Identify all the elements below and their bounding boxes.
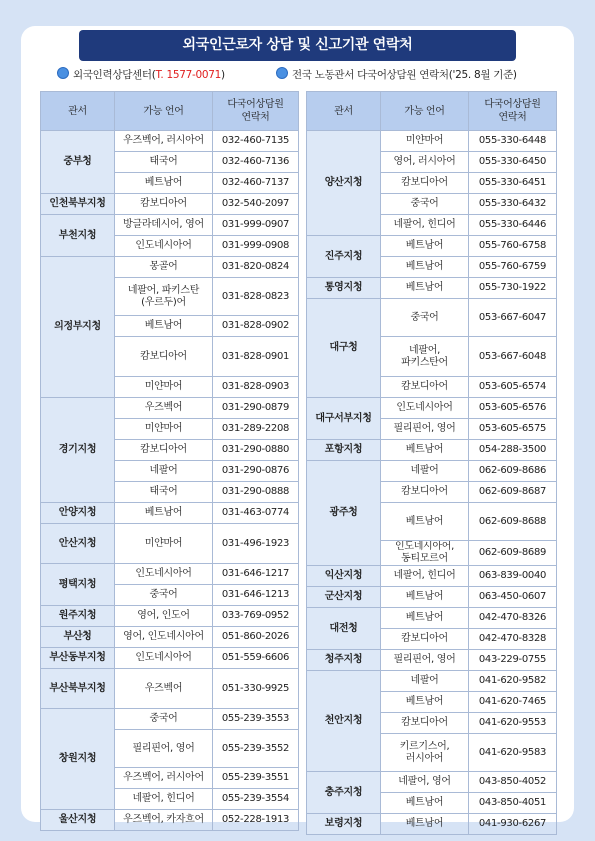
language-cell: 베트남어 [381, 692, 469, 713]
phone-number[interactable]: 055-730-1922 [469, 278, 557, 299]
language-cell: 미얀마어 [381, 131, 469, 152]
language-cell: 캄보디아어 [381, 713, 469, 734]
phone-number[interactable]: 031-289-2208 [213, 419, 299, 440]
language-cell: 인도네시아어 [115, 564, 213, 585]
language-cell: 캄보디아어 [115, 440, 213, 461]
phone-number[interactable]: 063-839-0040 [469, 566, 557, 587]
language-cell: 미얀마어 [115, 524, 213, 564]
phone-number[interactable]: 055-330-6432 [469, 194, 557, 215]
office-name: 양산지청 [307, 131, 381, 236]
table-row [41, 606, 299, 627]
language-cell: 베트남어 [381, 236, 469, 257]
phone-number[interactable]: 043-229-0755 [469, 650, 557, 671]
language-cell: 네팔어, 영어 [381, 772, 469, 793]
language-cell: 네팔어 [381, 671, 469, 692]
table-row [41, 503, 299, 524]
language-cell: 우즈벡어 [115, 669, 213, 709]
language-cell: 미얀마어 [115, 377, 213, 398]
blue-dot-icon [276, 67, 288, 79]
language-cell: 우즈벡어, 러시아어 [115, 131, 213, 152]
legend-left-text: 외국인력상담센터( [73, 69, 156, 81]
phone-number[interactable]: 031-828-0903 [213, 377, 299, 398]
language-cell: 태국어 [115, 152, 213, 173]
table-row [307, 461, 557, 482]
language-cell: 몽골어 [115, 257, 213, 278]
language-cell: 미얀마어 [115, 419, 213, 440]
phone-number[interactable]: 032-460-7135 [213, 131, 299, 152]
phone-number[interactable]: 031-463-0774 [213, 503, 299, 524]
language-cell: 베트남어 [381, 814, 469, 835]
phone-number[interactable]: 053-605-6575 [469, 419, 557, 440]
language-cell: 인도네시아어 [115, 236, 213, 257]
right-contact-table [306, 91, 557, 835]
phone-number[interactable]: 051-860-2026 [213, 627, 299, 648]
phone-number[interactable]: 031-646-1217 [213, 564, 299, 585]
office-name: 보령지청 [307, 814, 381, 835]
language-cell: 캄보디아어 [381, 482, 469, 503]
language-cell: 방글라데시어, 영어 [115, 215, 213, 236]
right-header-language: 가능 언어 [381, 92, 469, 131]
table-row [41, 810, 299, 831]
office-name: 통영지청 [307, 278, 381, 299]
table-row [41, 215, 299, 236]
phone-number[interactable]: 062-609-8687 [469, 482, 557, 503]
phone-number[interactable]: 055-330-6448 [469, 131, 557, 152]
language-cell: 태국어 [115, 482, 213, 503]
office-name: 익산지청 [307, 566, 381, 587]
language-cell: 인도네시아어, 동티모르어 [381, 541, 469, 566]
language-cell: 인도네시아어 [381, 398, 469, 419]
left-header-office: 관서 [41, 92, 115, 131]
language-cell: 베트남어 [381, 608, 469, 629]
phone-number[interactable]: 055-239-3554 [213, 789, 299, 810]
table-row [41, 131, 299, 152]
table-row [307, 131, 557, 152]
phone-number[interactable]: 041-620-9582 [469, 671, 557, 692]
legend-left-close: ) [221, 69, 225, 81]
office-name: 청주지청 [307, 650, 381, 671]
language-cell: 영어, 인도어 [115, 606, 213, 627]
phone-number[interactable]: 031-290-0888 [213, 482, 299, 503]
office-name: 군산지청 [307, 587, 381, 608]
language-cell: 필리핀어, 영어 [381, 419, 469, 440]
language-cell: 네팔어 [381, 461, 469, 482]
language-cell: 베트남어 [381, 440, 469, 461]
language-cell: 네팔어, 힌디어 [115, 789, 213, 810]
table-row [307, 772, 557, 793]
language-cell: 네팔어, 파키스탄어 [381, 337, 469, 377]
left-contact-table [40, 91, 299, 831]
office-name: 천안지청 [307, 671, 381, 772]
language-cell: 캄보디아어 [115, 194, 213, 215]
blue-dot-icon [57, 67, 69, 79]
table-row [41, 524, 299, 564]
phone-number[interactable]: 053-667-6047 [469, 299, 557, 337]
table-row [41, 669, 299, 709]
table-row [307, 650, 557, 671]
page-title: 외국인근로자 상담 및 신고기관 연락처 [79, 30, 516, 61]
table-row [307, 236, 557, 257]
table-row [41, 627, 299, 648]
language-cell: 중국어 [115, 709, 213, 730]
phone-number[interactable]: 032-460-7136 [213, 152, 299, 173]
phone-number[interactable]: 031-828-0823 [213, 278, 299, 316]
phone-number[interactable]: 055-760-6758 [469, 236, 557, 257]
table-row [307, 440, 557, 461]
office-name: 안산지청 [41, 524, 115, 564]
office-name: 부산청 [41, 627, 115, 648]
language-cell: 베트남어 [381, 587, 469, 608]
language-cell: 인도네시아어 [115, 648, 213, 669]
table-row [41, 194, 299, 215]
phone-number[interactable]: 041-620-9583 [469, 734, 557, 772]
phone-number[interactable]: 052-228-1913 [213, 810, 299, 831]
phone-number[interactable]: 055-330-6450 [469, 152, 557, 173]
table-row [307, 299, 557, 337]
phone-number[interactable]: 055-239-3552 [213, 730, 299, 768]
phone-number[interactable]: 041-930-6267 [469, 814, 557, 835]
table-row [307, 587, 557, 608]
phone-number[interactable]: 053-605-6576 [469, 398, 557, 419]
language-cell: 베트남어 [115, 173, 213, 194]
language-cell: 영어, 인도네시아어 [115, 627, 213, 648]
table-row [41, 648, 299, 669]
phone-number[interactable]: 031-290-0879 [213, 398, 299, 419]
phone-number[interactable]: 055-330-6451 [469, 173, 557, 194]
table-row [307, 608, 557, 629]
language-cell: 네팔어, 파키스탄 (우르두)어 [115, 278, 213, 316]
language-cell: 영어, 러시아어 [381, 152, 469, 173]
phone-number[interactable]: 054-288-3500 [469, 440, 557, 461]
phone-number[interactable]: 042-470-8328 [469, 629, 557, 650]
legend-right-text: 전국 노동관서 다국어상담원 연락처('25. 8월 기준) [292, 69, 517, 81]
language-cell: 우즈벡어 [115, 398, 213, 419]
office-name: 포항지청 [307, 440, 381, 461]
hotline-number[interactable]: T. 1577-0071 [155, 69, 222, 81]
table-row [307, 814, 557, 835]
office-name: 안양지청 [41, 503, 115, 524]
office-name: 광주청 [307, 461, 381, 566]
table-row [307, 278, 557, 299]
phone-number[interactable]: 055-239-3553 [213, 709, 299, 730]
office-name: 대구청 [307, 299, 381, 398]
language-cell: 베트남어 [381, 793, 469, 814]
office-name: 경기지청 [41, 398, 115, 503]
phone-number[interactable]: 062-609-8689 [469, 541, 557, 566]
language-cell: 베트남어 [381, 503, 469, 541]
phone-number[interactable]: 063-450-0607 [469, 587, 557, 608]
phone-number[interactable]: 051-559-6606 [213, 648, 299, 669]
phone-number[interactable]: 033-769-0952 [213, 606, 299, 627]
language-cell: 캄보디아어 [115, 337, 213, 377]
office-name: 대전청 [307, 608, 381, 650]
phone-number[interactable]: 053-667-6048 [469, 337, 557, 377]
phone-number[interactable]: 031-290-0880 [213, 440, 299, 461]
language-cell: 캄보디아어 [381, 173, 469, 194]
phone-number[interactable]: 055-239-3551 [213, 768, 299, 789]
phone-number[interactable]: 043-850-4051 [469, 793, 557, 814]
phone-number[interactable]: 042-470-8326 [469, 608, 557, 629]
language-cell: 베트남어 [381, 257, 469, 278]
language-cell: 네팔어, 힌디어 [381, 566, 469, 587]
phone-number[interactable]: 031-646-1213 [213, 585, 299, 606]
language-cell: 캄보디아어 [381, 377, 469, 398]
table-row [41, 709, 299, 730]
right-header-office: 관서 [307, 92, 381, 131]
phone-number[interactable]: 062-609-8688 [469, 503, 557, 541]
phone-number[interactable]: 032-540-2097 [213, 194, 299, 215]
office-name: 인천북부지청 [41, 194, 115, 215]
table-row [307, 671, 557, 692]
phone-number[interactable]: 041-620-7465 [469, 692, 557, 713]
table-row [307, 398, 557, 419]
language-cell: 중국어 [381, 299, 469, 337]
phone-number[interactable]: 062-609-8686 [469, 461, 557, 482]
language-cell: 필리핀어, 영어 [381, 650, 469, 671]
phone-number[interactable]: 031-999-0907 [213, 215, 299, 236]
table-row [41, 257, 299, 278]
phone-number[interactable]: 043-850-4052 [469, 772, 557, 793]
language-cell: 중국어 [115, 585, 213, 606]
phone-number[interactable]: 031-820-0824 [213, 257, 299, 278]
right-header-contact: 다국어상담원 연락처 [469, 92, 557, 131]
office-name: 울산지청 [41, 810, 115, 831]
left-header-contact: 다국어상담원 연락처 [213, 92, 299, 131]
table-row [307, 566, 557, 587]
office-name: 평택지청 [41, 564, 115, 606]
legend-labor-offices [276, 66, 517, 84]
left-header-language: 가능 언어 [115, 92, 213, 131]
office-name: 충주지청 [307, 772, 381, 814]
phone-number[interactable]: 041-620-9553 [469, 713, 557, 734]
phone-number[interactable]: 055-330-6446 [469, 215, 557, 236]
language-cell: 키르기스어, 러시아어 [381, 734, 469, 772]
language-cell: 베트남어 [115, 316, 213, 337]
office-name: 부산동부지청 [41, 648, 115, 669]
language-cell: 우즈벡어, 러시아어 [115, 768, 213, 789]
language-cell: 중국어 [381, 194, 469, 215]
office-name: 부천지청 [41, 215, 115, 257]
language-cell: 네팔어, 힌디어 [381, 215, 469, 236]
language-cell: 캄보디아어 [381, 629, 469, 650]
office-name: 의정부지청 [41, 257, 115, 398]
office-name: 대구서부지청 [307, 398, 381, 440]
table-row [41, 564, 299, 585]
table-row [41, 398, 299, 419]
phone-number[interactable]: 031-828-0902 [213, 316, 299, 337]
phone-number[interactable]: 032-460-7137 [213, 173, 299, 194]
legend-foreign-workforce-center [57, 66, 225, 84]
office-name: 진주지청 [307, 236, 381, 278]
office-name: 부산북부지청 [41, 669, 115, 709]
phone-number[interactable]: 053-605-6574 [469, 377, 557, 398]
phone-number[interactable]: 031-496-1923 [213, 524, 299, 564]
office-name: 원주지청 [41, 606, 115, 627]
language-cell: 베트남어 [381, 278, 469, 299]
phone-number[interactable]: 031-999-0908 [213, 236, 299, 257]
phone-number[interactable]: 031-290-0876 [213, 461, 299, 482]
office-name: 중부청 [41, 131, 115, 194]
language-cell: 우즈벡어, 카자흐어 [115, 810, 213, 831]
language-cell: 네팔어 [115, 461, 213, 482]
phone-number[interactable]: 055-760-6759 [469, 257, 557, 278]
office-name: 창원지청 [41, 709, 115, 810]
phone-number[interactable]: 051-330-9925 [213, 669, 299, 709]
language-cell: 필리핀어, 영어 [115, 730, 213, 768]
language-cell: 베트남어 [115, 503, 213, 524]
phone-number[interactable]: 031-828-0901 [213, 337, 299, 377]
